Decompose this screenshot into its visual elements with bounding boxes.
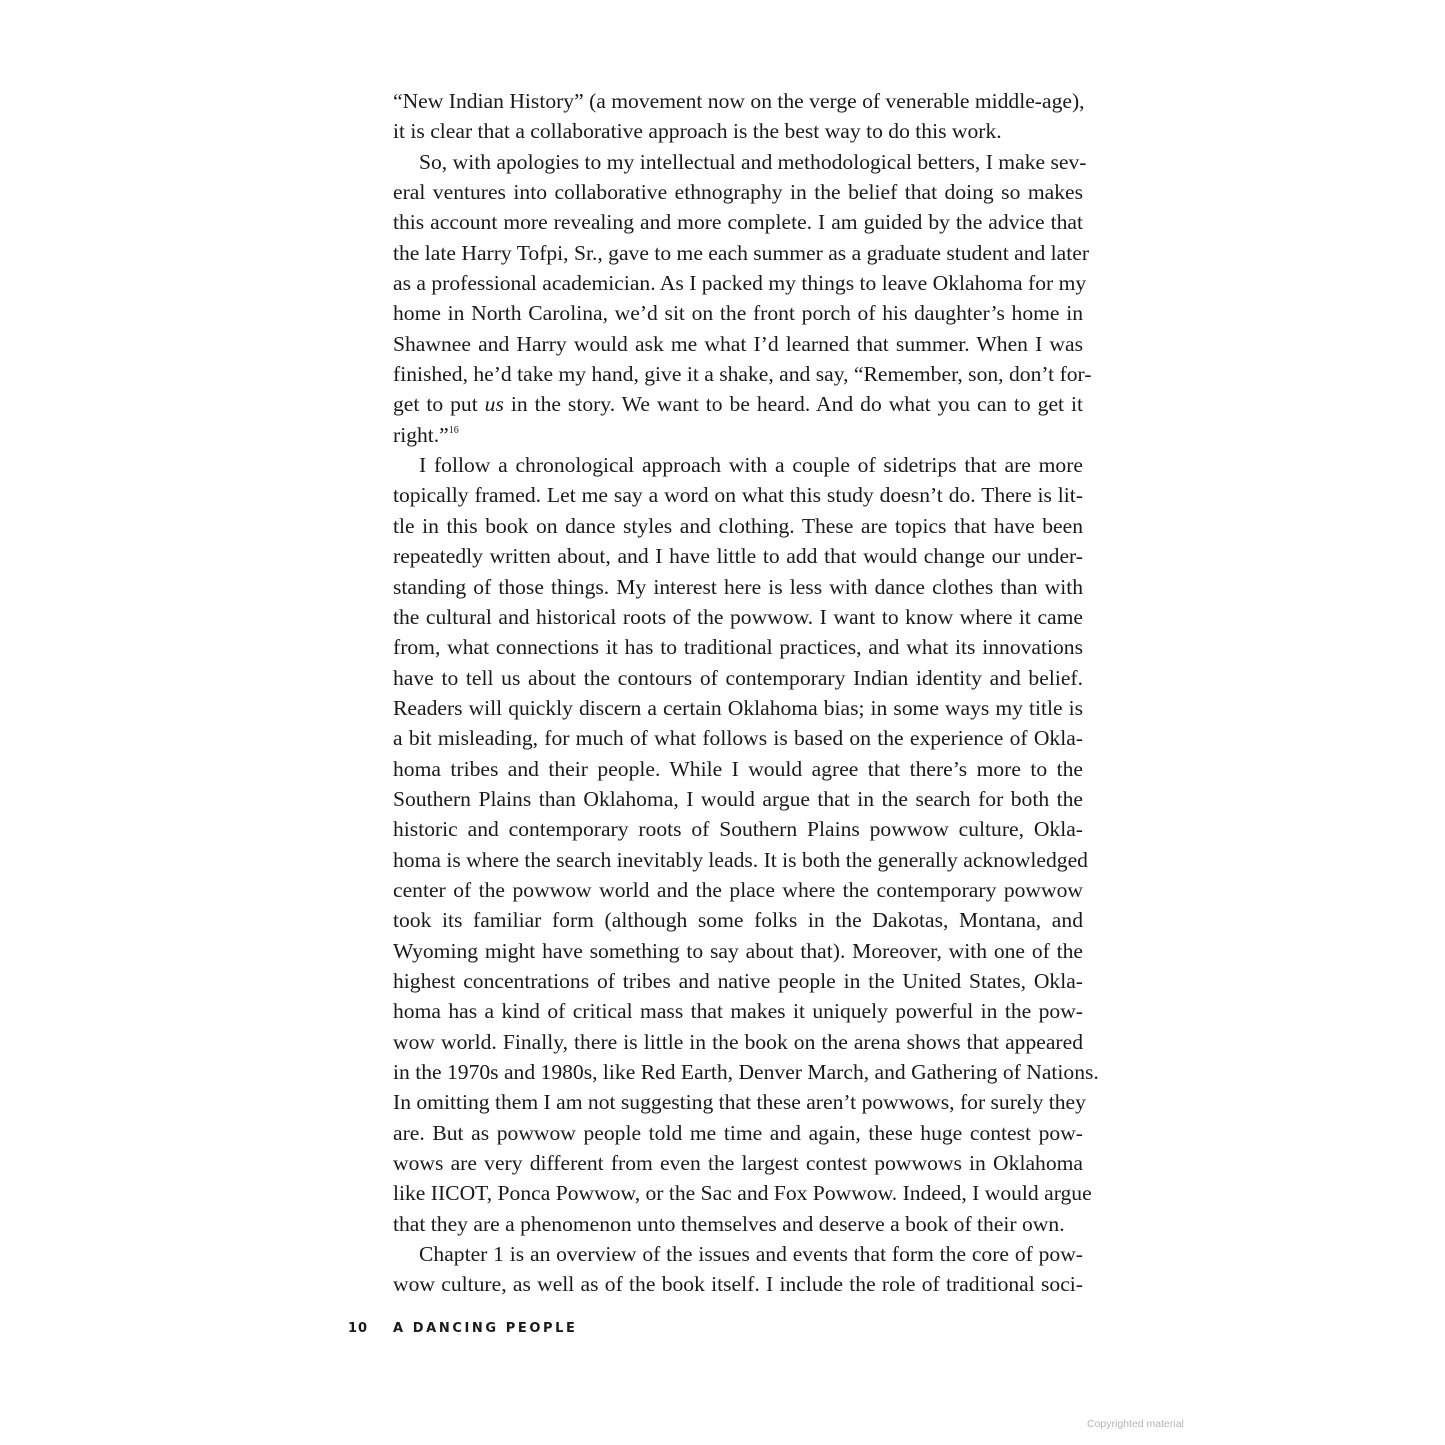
text-line: wows are very different from even the largest contest powwows in Oklahoma [393,1151,1083,1176]
text-line: center of the powwow world and the place where the contemporary powwow [393,877,1083,902]
text-line: this account more revealing and more complete. I am guided by the advice that [393,210,1083,235]
text-line: repeatedly written about, and I have little to add that would change our under- [393,544,1083,569]
text-line: it is clear that a collaborative approach is the best way to do this work. [393,119,1002,144]
text-line: wow world. Finally, there is little in the book on the arena shows that appeared [393,1029,1083,1054]
text-line: homa has a kind of critical mass that makes it uniquely powerful in the pow- [393,999,1083,1024]
text-line: topically framed. Let me say a word on what this study doesn’t do. There is lit- [393,483,1083,508]
running-title: A DANCING PEOPLE [393,1321,578,1336]
text-line: like IICOT, Ponca Powwow, or the Sac and Fox Powwow. Indeed, I would argue [393,1181,1092,1206]
running-footer [348,1321,578,1336]
text-line: I follow a chronological approach with a couple of sidetrips that are more [419,453,1083,478]
text-line: homa tribes and their people. While I would agree that there’s more to the [393,756,1083,781]
text-run: get to put [393,392,485,417]
text-line: historic and contemporary roots of Southern Plains powwow culture, Okla- [393,817,1083,842]
text-line: the cultural and historical roots of the powwow. I want to know where it came [393,604,1083,629]
text-line: home in North Carolina, we’d sit on the front porch of his daughter’s home in [393,301,1083,326]
text-line: highest concentrations of tribes and native people in the United States, Okla- [393,968,1083,993]
text-line [393,420,1083,450]
text-line: a bit misleading, for much of what follows is based on the experience of Okla- [393,726,1083,751]
text-line: have to tell us about the contours of contemporary Indian identity and belief. [393,665,1083,690]
text-line: Southern Plains than Oklahoma, I would argue that in the search for both the [393,786,1083,811]
text-run: right.” [393,422,449,447]
text-line: that they are a phenomenon unto themselves and deserve a book of their own. [393,1211,1065,1236]
text-line: the late Harry Tofpi, Sr., gave to me each summer as a graduate student and later [393,240,1090,265]
text-line: “New Indian History” (a movement now on the verge of venerable middle-age), [393,89,1085,113]
text-line: In omitting them I am not suggesting that these aren’t powwows, for surely they [393,1090,1086,1115]
italic-emphasis: us [484,392,504,417]
copyright-watermark: Copyrighted material [1087,1418,1184,1430]
text-line: homa is where the search inevitably leads. It is both the generally acknowledged [393,847,1088,872]
page-number: 10 [348,1321,369,1336]
text-line: wow culture, as well as of the book itself. I include the role of traditional soci- [393,1272,1083,1297]
text-line: took its familiar form (although some folks in the Dakotas, Montana, and [393,908,1083,933]
text-line: So, with apologies to my intellectual and methodological betters, I make sev- [419,149,1087,174]
text-line: eral ventures into collaborative ethnography in the belief that doing so makes [393,180,1083,205]
text-line: are. But as powwow people told me time and again, these huge contest pow- [393,1120,1083,1145]
text-line: standing of those things. My interest here is less with dance clothes than with [393,574,1083,599]
text-line: from, what connections it has to traditional practices, and what its innovations [393,635,1083,660]
text-line [393,389,1083,419]
body-text [393,86,1099,1300]
text-line: finished, he’d take my hand, give it a shake, and say, “Remember, son, don’t for- [393,362,1092,387]
text-line: Shawnee and Harry would ask me what I’d learned that summer. When I was [393,331,1083,356]
text-run: in the story. We want to be heard. And do what you can to get it [503,392,1084,417]
text-line: Chapter 1 is an overview of the issues and events that form the core of pow- [419,1242,1083,1267]
text-line: tle in this book on dance styles and clothing. These are topics that have been [393,513,1083,538]
text-line: Readers will quickly discern a certain Oklahoma bias; in some ways my title is [393,695,1083,720]
text-line: as a professional academician. As I packed my things to leave Oklahoma for my [393,271,1087,296]
text-line: in the 1970s and 1980s, like Red Earth, Denver March, and Gathering of Nations. [393,1060,1099,1084]
text-line: Wyoming might have something to say about that). Moreover, with one of the [393,938,1083,963]
footnote-reference: 16 [448,424,459,436]
